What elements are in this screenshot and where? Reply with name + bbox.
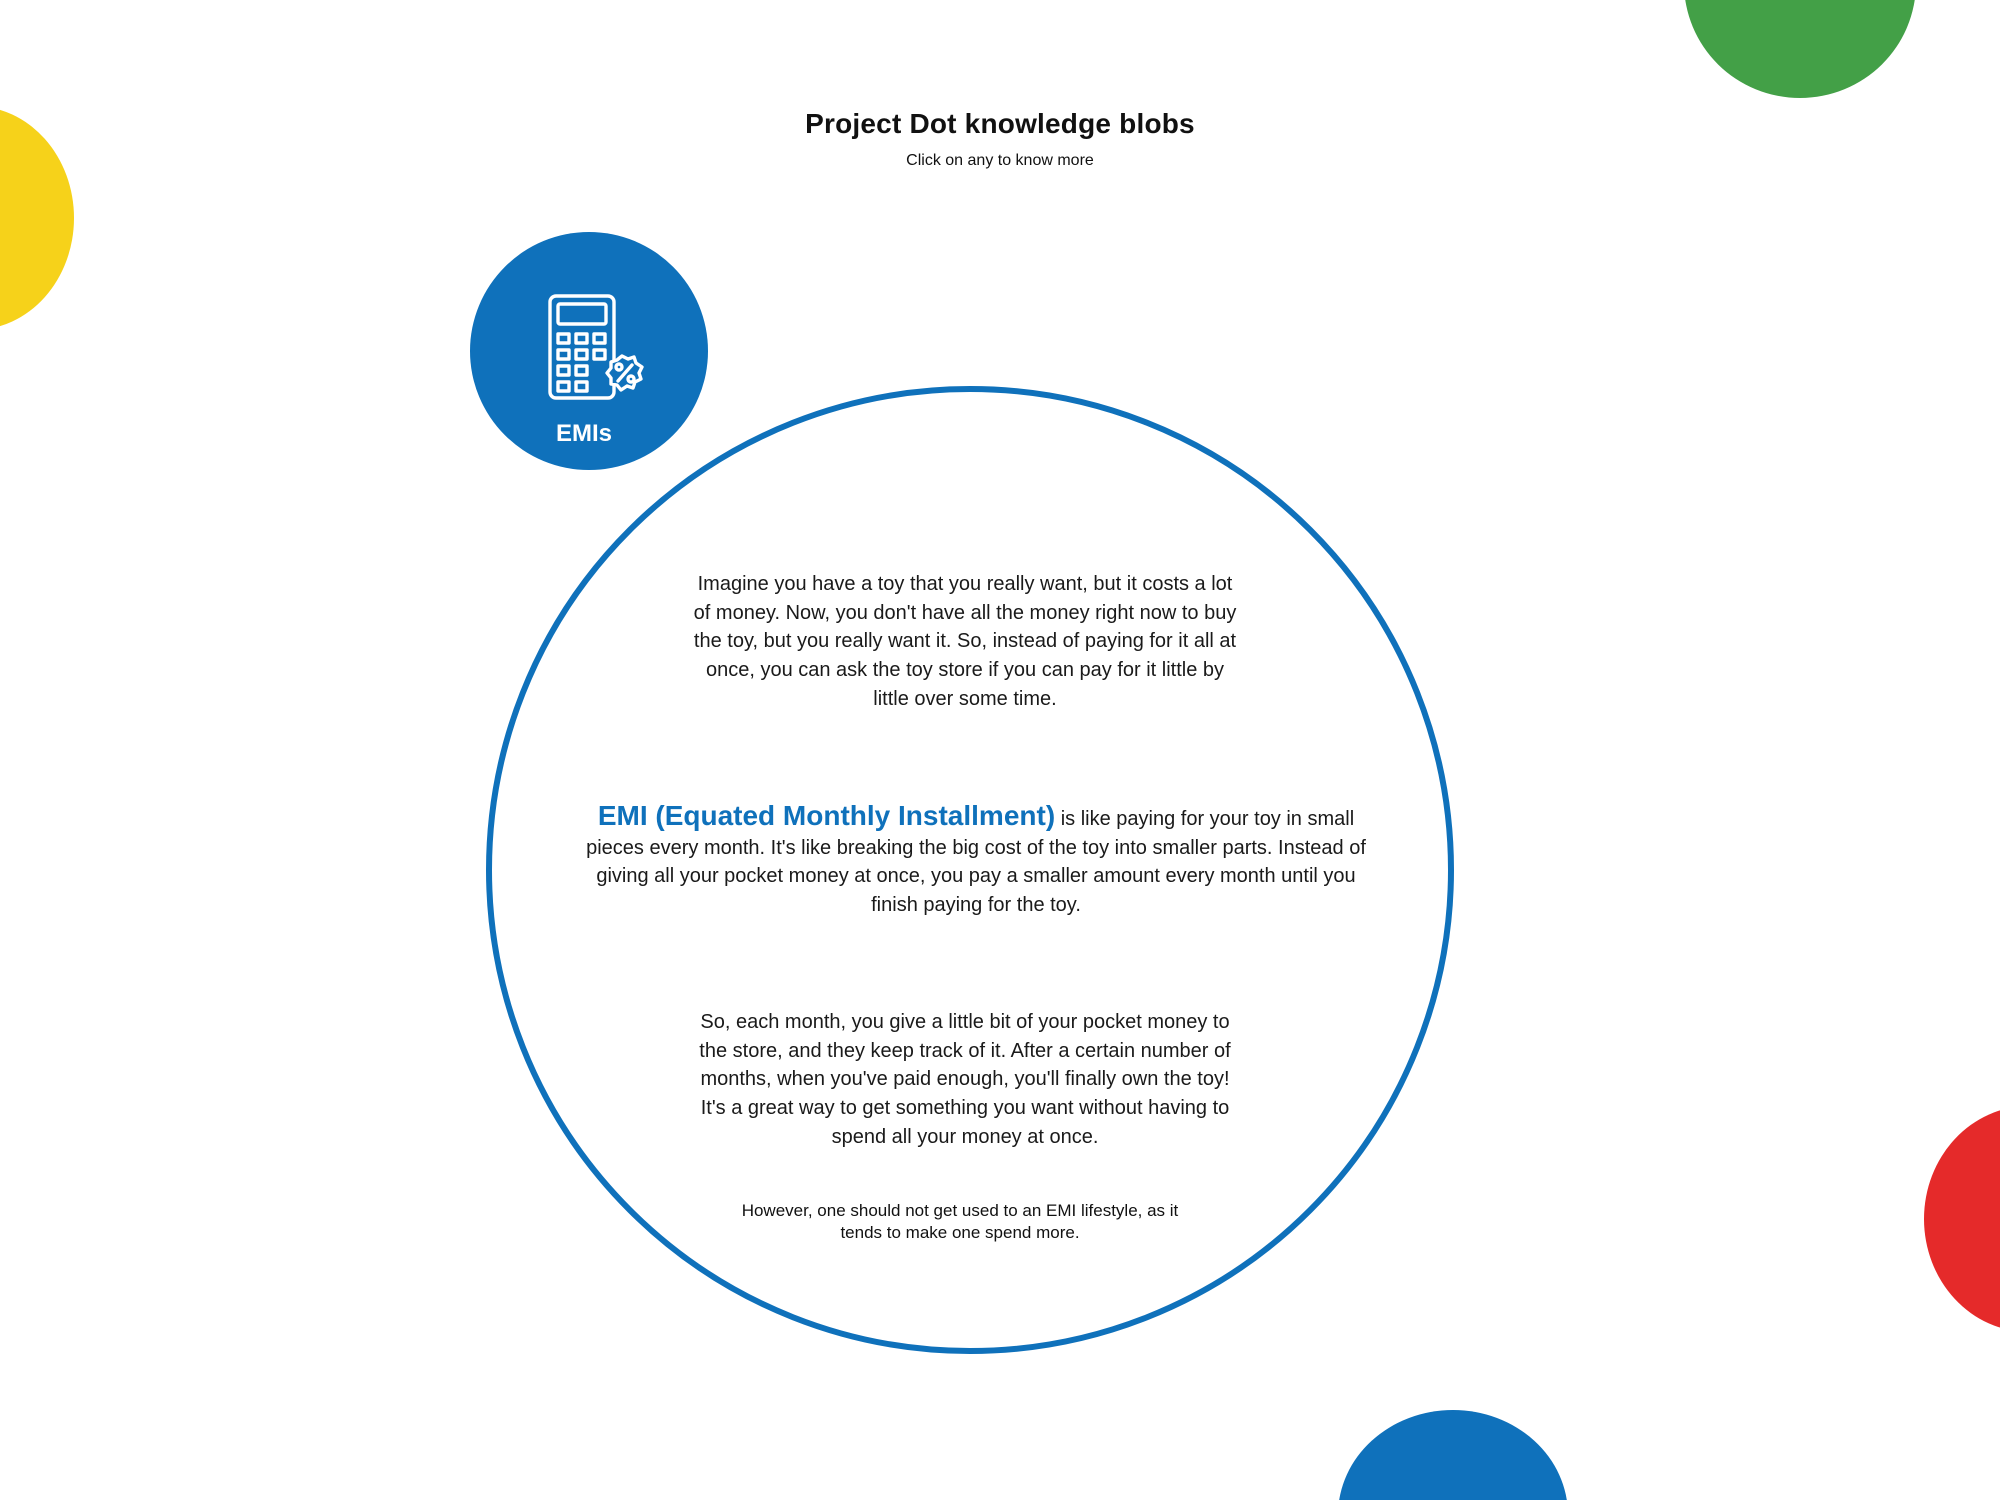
emi-definition-text: is like paying for your toy in small pieces every month. It's like breaking the big cost of the toy into smaller parts. Instead of giving all your pocket money at once, you pay a smaller amount every month until you finish paying for the toy. [586, 808, 1366, 917]
emi-paragraph-intro: Imagine you have a toy that you really want, but it costs a lot of money. Now, you don't have all the money right now to buy the toy, but you really want it. So, instead of paying for it all at once, you can ask the toy store if you can pay for it little by little over some time. [693, 573, 1237, 710]
emi-blob-button[interactable] [470, 232, 708, 470]
page-title: Project Dot knowledge blobs [805, 108, 1195, 139]
decor-dot-green [1684, 0, 1916, 98]
page-subtitle: Click on any to know more [906, 152, 1094, 169]
emi-blob-label: EMIs [555, 420, 612, 447]
emi-paragraph-explanation: So, each month, you give a little bit of your pocket money to the store, and they keep track of it. After a certain number of months, when you've paid enough, you'll finally own the toy! It's a great way to get something you want without having to spend all your money at once. [699, 1011, 1231, 1148]
header [700, 108, 1300, 170]
decor-dot-blue [1338, 1410, 1568, 1500]
emi-paragraph-definition [586, 802, 1366, 920]
decor-dot-red [1924, 1106, 2000, 1332]
emi-paragraph-warning: However, one should not get used to an EMI lifestyle, as it tends to make one spend more. [741, 1201, 1179, 1242]
emi-term-highlight: EMI (Equated Monthly Installment) [597, 800, 1056, 831]
decor-dot-yellow [0, 106, 74, 330]
calculator-percent-icon [546, 292, 644, 402]
